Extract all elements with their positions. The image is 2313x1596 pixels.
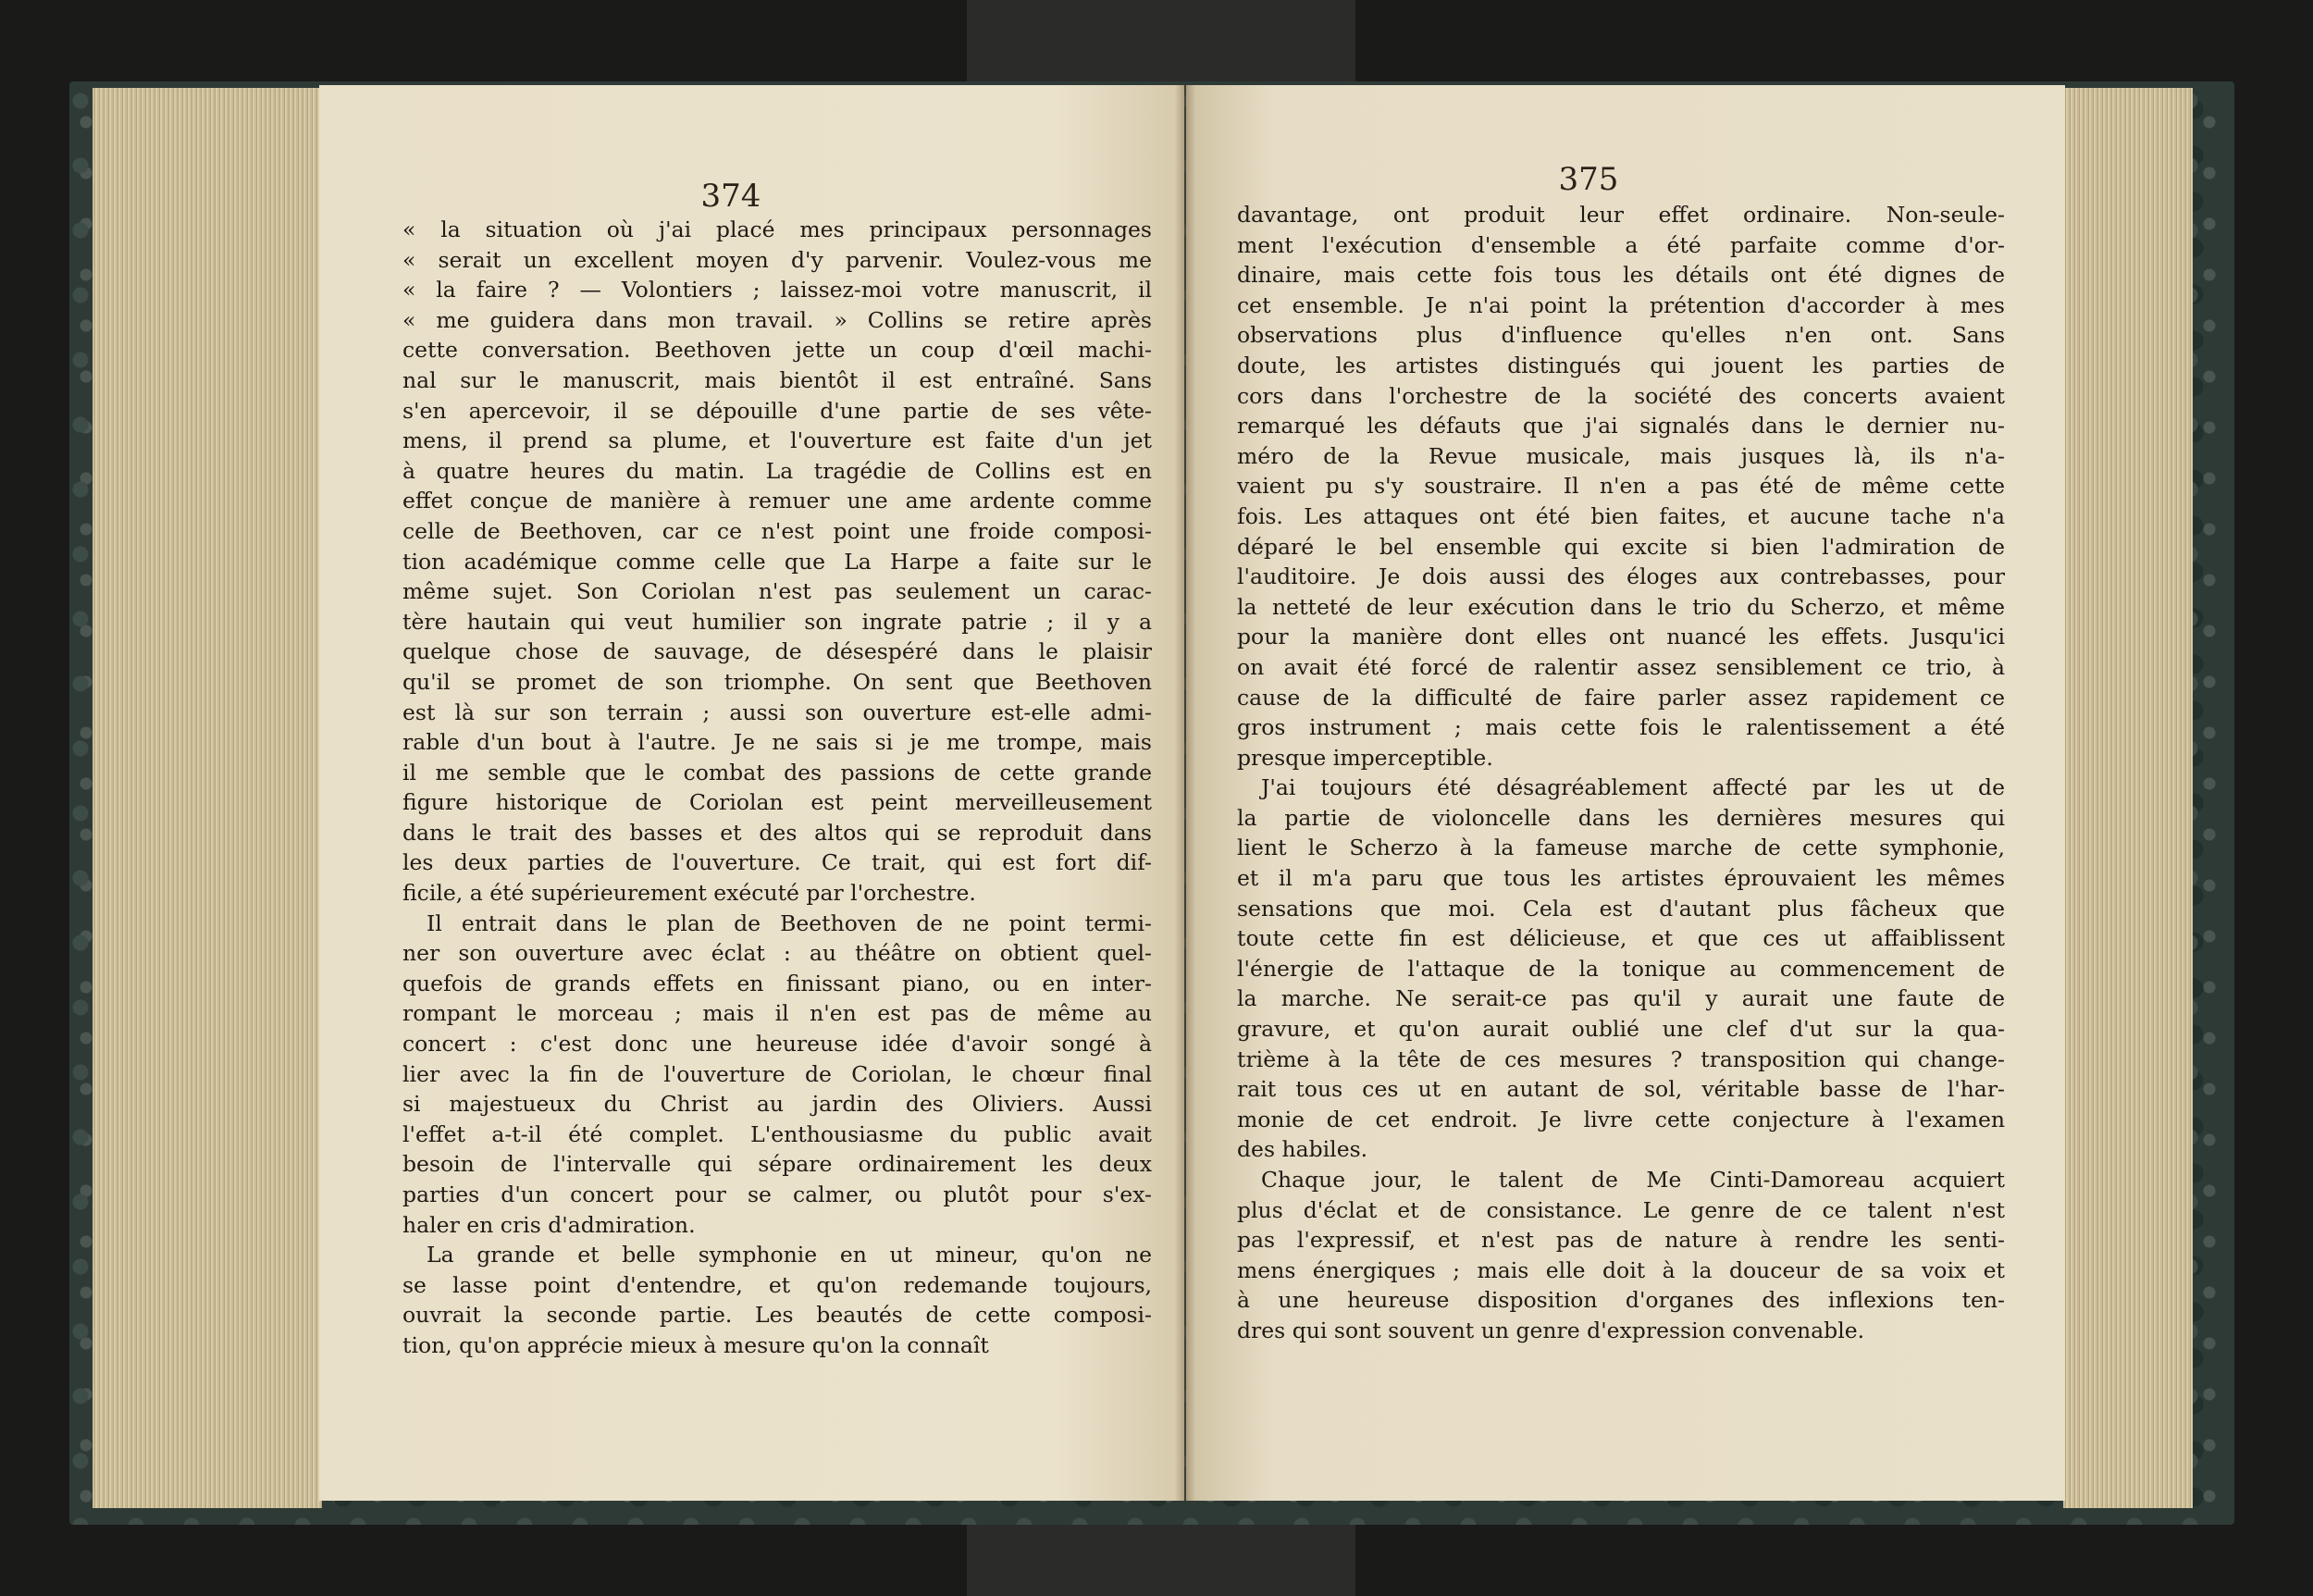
text-line: haler en cris d'admiration.	[402, 1211, 696, 1238]
text-line: mens, il prend sa plume, et l'ouverture est faite d'un jet	[402, 427, 1152, 454]
text-line: tion académique comme celle que La Harpe a faite sur le	[402, 548, 1152, 575]
text-line: pas l'expressif, et n'est pas de nature à rendre les senti-	[1237, 1227, 2005, 1254]
text-line: la netteté de leur exécution dans le trio du Scherzo, et même	[1237, 593, 2005, 620]
text-line: « me guidera dans mon travail. » Collins se retire après	[402, 306, 1152, 333]
text-line: plus d'éclat et de consistance. Le genre de ce talent n'est	[1237, 1196, 2005, 1223]
text-line: tère hautain qui veut humilier son ingrate patrie ; il y a	[402, 608, 1152, 635]
text-line: est là sur son terrain ; aussi son ouverture est-elle admi-	[402, 699, 1152, 725]
text-line: doute, les artistes distingués qui jouent les parties de	[1237, 352, 2005, 378]
text-line: toute cette fin est délicieuse, et que ces ut affaiblissent	[1237, 925, 2005, 952]
text-line: « la faire ? — Volontiers ; laissez-moi votre manuscrit, il	[402, 277, 1152, 303]
text-line: vaient pu s'y soustraire. Il n'en a pas été de même cette	[1237, 473, 2005, 500]
text-line: concert : c'est donc une heureuse idée d'avoir songé à	[402, 1031, 1152, 1058]
text-line: à quatre heures du matin. La tragédie de Collins est en	[402, 457, 1152, 484]
text-line: effet conçue de manière à remuer une ame ardente comme	[402, 488, 1152, 514]
text-line: besoin de l'intervalle qui sépare ordinairement les deux	[402, 1151, 1152, 1178]
text-line: rait tous ces ut en autant de sol, véritable basse de l'har-	[1237, 1076, 2005, 1103]
text-line: gros instrument ; mais cette fois le ralentissement a été	[1237, 714, 2005, 741]
text-line: dans le trait des basses et des altos qui se reproduit dans	[402, 819, 1152, 846]
text-line: celle de Beethoven, car ce n'est point une froide composi-	[402, 517, 1152, 544]
left-page-edges	[93, 88, 322, 1508]
text-line: lier avec la fin de l'ouverture de Coriolan, le chœur final	[402, 1060, 1152, 1087]
left-page	[319, 85, 1184, 1501]
text-line: nal sur le manuscrit, mais bientôt il est entraîné. Sans	[402, 366, 1152, 393]
text-line: se lasse point d'entendre, et qu'on redemande toujours,	[402, 1271, 1152, 1298]
text-line: pour la manière dont elles ont nuancé les effets. Jusqu'ici	[1237, 624, 2005, 650]
right-page-text	[1237, 200, 2005, 1346]
text-line: gravure, et qu'on aurait oublié une clef d'ut sur la qua-	[1237, 1016, 2005, 1043]
text-line: figure historique de Coriolan est peint merveilleusement	[402, 789, 1152, 816]
text-line: mens énergiques ; mais elle doit à la douceur de sa voix et	[1237, 1256, 2005, 1283]
text-line: Il entrait dans le plan de Beethoven de ne point termi-	[427, 909, 1152, 936]
right-page-number: 375	[1558, 161, 1619, 198]
right-page-edges	[2063, 88, 2193, 1508]
text-line: monie de cet endroit. Je livre cette conjecture à l'examen	[1237, 1106, 2005, 1132]
text-line: cet ensemble. Je n'ai point la prétention d'accorder à mes	[1237, 291, 2005, 318]
text-line: on avait été forcé de ralentir assez sensiblement ce trio, à	[1237, 653, 2005, 680]
book-gutter	[1175, 85, 1195, 1501]
text-line: fois. Les attaques ont été bien faites, et aucune tache n'a	[1237, 502, 2005, 529]
text-line: remarqué les défauts que j'ai signalés dans le dernier nu-	[1237, 413, 2005, 439]
text-line: la marche. Ne serait-ce pas qu'il y aurait une faute de	[1237, 985, 2005, 1012]
text-line: lient le Scherzo à la fameuse marche de cette symphonie,	[1237, 835, 2005, 861]
text-line: cause de la difficulté de faire parler assez rapidement ce	[1237, 684, 2005, 711]
text-line: s'en apercevoir, il se dépouille d'une partie de ses vête-	[402, 397, 1152, 424]
text-line: cette conversation. Beethoven jette un coup d'œil machi-	[402, 337, 1152, 364]
text-line: Chaque jour, le talent de Me Cinti-Damoreau acquiert	[1261, 1167, 2005, 1193]
text-line: rable d'un bout à l'autre. Je ne sais si je me trompe, mais	[402, 729, 1152, 756]
text-line: davantage, ont produit leur effet ordinaire. Non-seule-	[1237, 202, 2005, 228]
text-line: déparé le bel ensemble qui excite si bien l'admiration de	[1237, 533, 2005, 560]
text-line: sensations que moi. Cela est d'autant plus fâcheux que	[1237, 895, 2005, 922]
text-line: dinaire, mais cette fois tous les détails ont été dignes de	[1237, 262, 2005, 289]
text-line: « la situation où j'ai placé mes principaux personnages	[402, 217, 1152, 242]
text-line: dres qui sont souvent un genre d'expression convenable.	[1237, 1317, 1865, 1343]
text-line: observations plus d'influence qu'elles n'en ont. Sans	[1237, 322, 2005, 349]
text-line: et il m'a paru que tous les artistes éprouvaient les mêmes	[1237, 865, 2005, 892]
text-line: quelque chose de sauvage, de désespéré dans le plaisir	[402, 638, 1152, 665]
text-line: l'effet a-t-il été complet. L'enthousiasme du public avait	[402, 1120, 1152, 1147]
text-line: méro de la Revue musicale, mais jusques là, ils n'a-	[1237, 442, 2005, 469]
text-line: cors dans l'orchestre de la société des concerts avaient	[1237, 382, 2005, 409]
text-line: La grande et belle symphonie en ut mineur, qu'on ne	[427, 1242, 1152, 1268]
text-line: si majestueux du Christ au jardin des Oliviers. Aussi	[402, 1091, 1152, 1118]
left-page-text	[402, 215, 1152, 1361]
text-line: presque imperceptible.	[1237, 744, 1493, 771]
text-line: ner son ouverture avec éclat : au théâtre on obtient quel-	[402, 940, 1152, 967]
text-line: ment l'exécution d'ensemble a été parfaite comme d'or-	[1237, 231, 2005, 258]
text-line: rompant le morceau ; mais il n'en est pas de même au	[402, 1000, 1152, 1027]
text-line: à une heureuse disposition d'organes des inflexions ten-	[1237, 1287, 2005, 1314]
text-line: qu'il se promet de son triomphe. On sent que Beethoven	[402, 668, 1152, 695]
text-line: ficile, a été supérieurement exécuté par l'orchestre.	[402, 880, 976, 907]
text-line: trième à la tête de ces mesures ? transposition qui change-	[1237, 1045, 2005, 1072]
text-line: les deux parties de l'ouverture. Ce trait, qui est fort dif-	[402, 849, 1152, 876]
text-line: il me semble que le combat des passions de cette grande	[402, 759, 1152, 786]
right-page	[1186, 85, 2065, 1501]
text-line: des habiles.	[1237, 1136, 1368, 1163]
left-page-number: 374	[700, 178, 761, 215]
text-line: tion, qu'on apprécie mieux à mesure qu'on la connaît	[402, 1331, 989, 1358]
text-line: ouvrait la seconde partie. Les beautés de cette composi-	[402, 1302, 1152, 1329]
text-line: la partie de violoncelle dans les dernières mesures qui	[1237, 804, 2005, 831]
text-line: même sujet. Son Coriolan n'est pas seulement un carac-	[402, 578, 1152, 605]
text-line: J'ai toujours été désagréablement affecté par les ut de	[1261, 774, 2005, 801]
text-line: l'énergie de l'attaque de la tonique au commencement de	[1237, 955, 2005, 982]
text-line: l'auditoire. Je dois aussi des éloges aux contrebasses, pour	[1237, 563, 2005, 590]
text-line: quefois de grands effets en finissant piano, ou en inter-	[402, 970, 1152, 996]
text-line: parties d'un concert pour se calmer, ou plutôt pour s'ex-	[402, 1182, 1152, 1207]
text-line: « serait un excellent moyen d'y parvenir. Voulez-vous me	[402, 246, 1152, 273]
